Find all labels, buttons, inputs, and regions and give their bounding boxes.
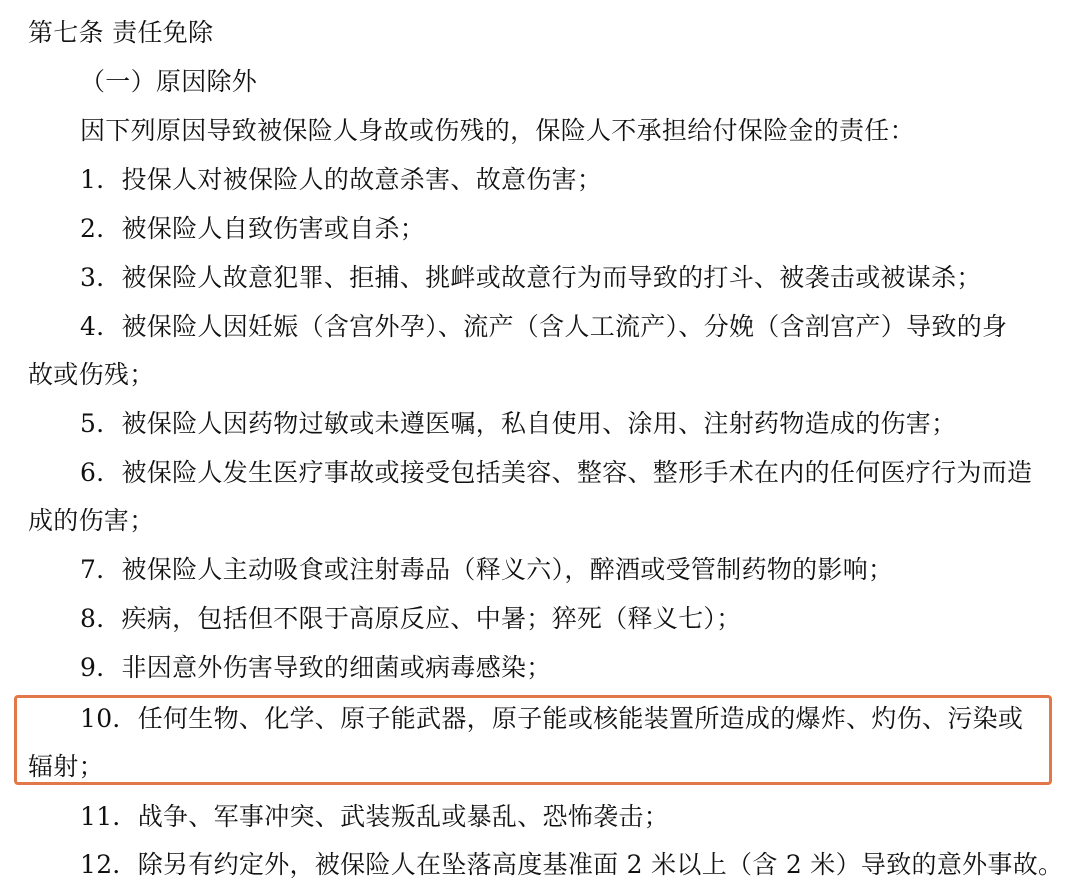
- clause-item-11: 11．战争、军事冲突、武装叛乱或暴乱、恐怖袭击；: [80, 802, 670, 831]
- clause-item-4-continuation: 故或伤残；: [28, 360, 155, 389]
- clause-item-12: 12．除另有约定外，被保险人在坠落高度基准面 2 米以上（含 2 米）导致的意外事故。: [80, 850, 1064, 879]
- clause-item-3: 3．被保险人故意犯罪、拒捕、挑衅或故意行为而导致的打斗、被袭击或被谋杀；: [80, 263, 982, 292]
- clause-item-10-continuation: 辐射；: [28, 752, 104, 781]
- clause-item-8: 8．疾病，包括但不限于高原反应、中暑；猝死（释义七）；: [80, 604, 742, 633]
- clause-item-2: 2．被保险人自致伤害或自杀；: [80, 214, 426, 243]
- clause-item-9: 9．非因意外伤害导致的细菌或病毒感染；: [80, 653, 552, 682]
- clause-item-6: 6．被保险人发生医疗事故或接受包括美容、整容、整形手术在内的任何医疗行为而造: [80, 458, 1033, 487]
- section-subheading: （一）原因除外: [80, 67, 258, 96]
- clause-item-4: 4．被保险人因妊娠（含宫外孕）、流产（含人工流产）、分娩（含剖宫产）导致的身: [80, 312, 1008, 341]
- clause-item-7: 7．被保险人主动吸食或注射毒品（释义六），醉酒或受管制药物的影响；: [80, 555, 894, 584]
- clause-item-1: 1．投保人对被保险人的故意杀害、故意伤害；: [80, 165, 603, 194]
- article-heading: 第七条 责任免除: [28, 18, 214, 47]
- clause-item-5: 5．被保险人因药物过敏或未遵医嘱，私自使用、涂用、注射药物造成的伤害；: [80, 409, 957, 438]
- clause-item-10: 10．任何生物、化学、原子能武器，原子能或核能装置所造成的爆炸、灼伤、污染或: [80, 704, 1024, 733]
- intro-paragraph: 因下列原因导致被保险人身故或伤残的，保险人不承担给付保险金的责任：: [80, 116, 915, 145]
- clause-item-6-continuation: 成的伤害；: [28, 506, 155, 535]
